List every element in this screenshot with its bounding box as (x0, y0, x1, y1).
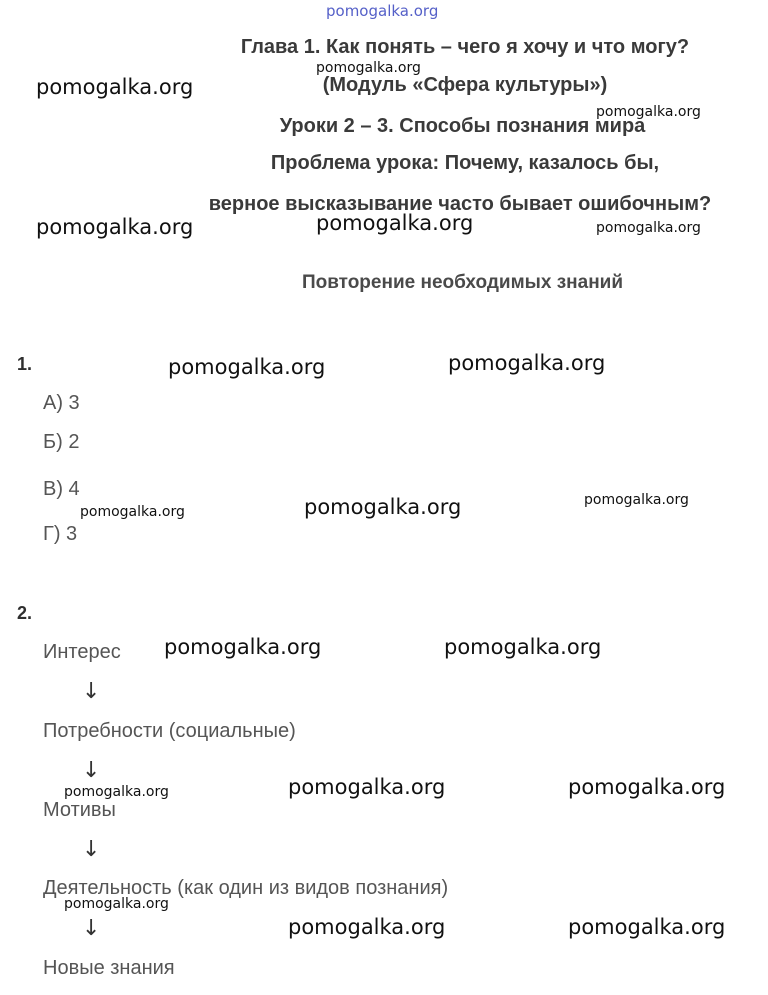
chain-item-new-knowledge: Новые знания (43, 957, 175, 979)
task-1-answer-d: Г) 3 (43, 523, 78, 545)
watermark: pomogalka.org (568, 915, 726, 939)
down-arrow-icon: ↓ (82, 837, 101, 862)
watermark: pomogalka.org (64, 784, 169, 800)
task-1-answer-c: В) 4 (43, 478, 80, 500)
watermark: pomogalka.org (304, 495, 462, 519)
watermark: pomogalka.org (36, 215, 194, 239)
watermark: pomogalka.org (168, 355, 326, 379)
problem-title-line1: Проблема урока: Почему, казалось бы, (270, 152, 660, 174)
watermark: pomogalka.org (288, 775, 446, 799)
chain-item-interest: Интерес (43, 641, 121, 663)
watermark: pomogalka.org (164, 635, 322, 659)
watermark: pomogalka.org (316, 60, 421, 76)
watermark: pomogalka.org (568, 775, 726, 799)
watermark: pomogalka.org (448, 351, 606, 375)
review-title: Повторение необходимых знаний (301, 272, 624, 293)
watermark: pomogalka.org (36, 75, 194, 99)
watermark: pomogalka.org (444, 635, 602, 659)
chain-item-motives: Мотивы (43, 799, 116, 821)
watermark: pomogalka.org (596, 104, 701, 120)
task-1-answer-a: А) 3 (43, 392, 80, 414)
down-arrow-icon: ↓ (82, 916, 101, 941)
down-arrow-icon: ↓ (82, 679, 101, 704)
lessons-title: Уроки 2 – 3. Способы познания мира (279, 115, 646, 137)
watermark: pomogalka.org (316, 211, 474, 235)
task-2-number: 2. (17, 603, 33, 623)
watermark: pomogalka.org (596, 220, 701, 236)
chain-item-needs: Потребности (социальные) (43, 720, 296, 742)
task-1-answer-b: Б) 2 (43, 431, 80, 453)
watermark: pomogalka.org (584, 492, 689, 508)
task-1-number: 1. (17, 354, 33, 374)
chain-item-activity: Деятельность (как один из видов познания) (43, 877, 449, 899)
watermark: pomogalka.org (288, 915, 446, 939)
module-title: (Модуль «Сфера культуры») (322, 74, 608, 96)
problem-title-line2: верное высказывание часто бывает ошибочным? (208, 193, 712, 215)
chapter-title: Глава 1. Как понять – чего я хочу и что могу? (240, 36, 690, 58)
down-arrow-icon: ↓ (82, 758, 101, 783)
watermark: pomogalka.org (64, 896, 169, 912)
header-watermark[interactable]: pomogalka.org (326, 2, 439, 20)
watermark: pomogalka.org (80, 504, 185, 520)
